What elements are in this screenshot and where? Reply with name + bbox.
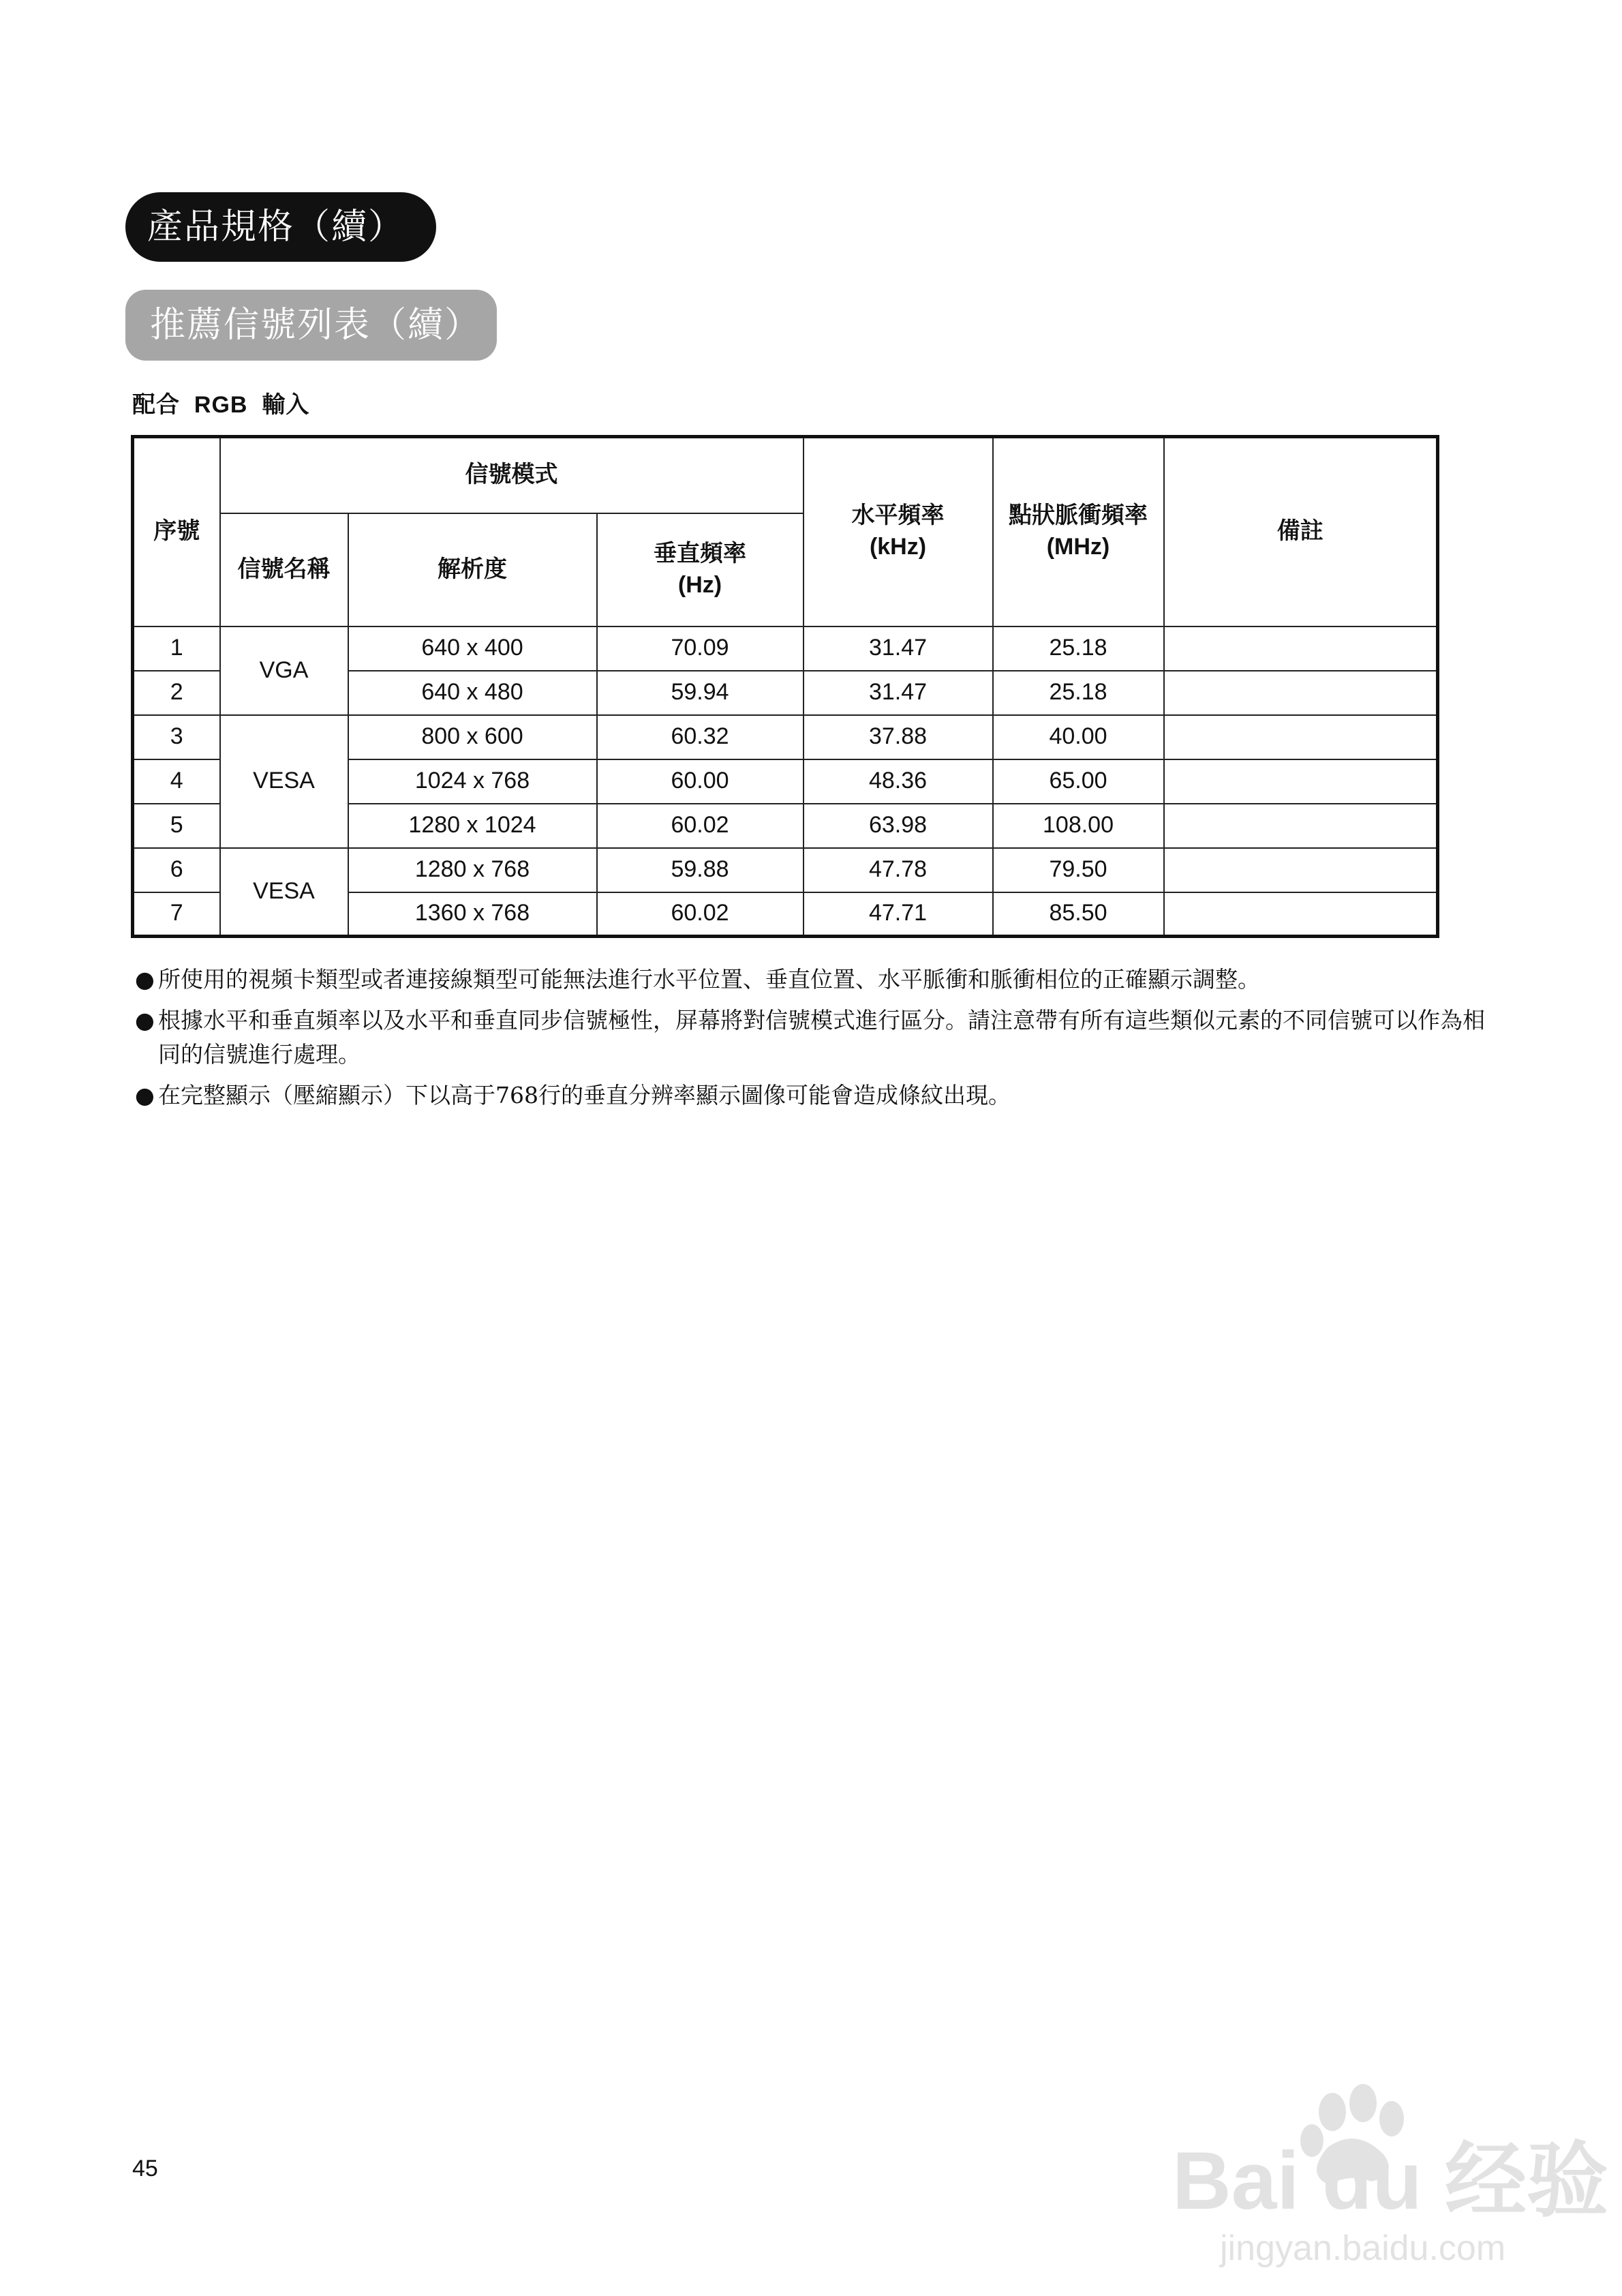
cell-no: 1 <box>133 626 220 671</box>
cell-vfreq: 59.94 <box>597 671 804 715</box>
cell-remark <box>1164 626 1438 671</box>
watermark-url: jingyan.baidu.com <box>1220 2229 1506 2268</box>
section-title: 產品規格（續） <box>125 192 436 262</box>
cell-hfreq: 37.88 <box>804 715 993 759</box>
cell-resolution: 640 x 400 <box>348 626 597 671</box>
cell-remark <box>1164 759 1438 804</box>
table-row <box>133 626 1438 671</box>
cell-hfreq: 48.36 <box>804 759 993 804</box>
cell-vfreq: 70.09 <box>597 626 804 671</box>
cell-hfreq: 47.71 <box>804 892 993 937</box>
cell-dot: 25.18 <box>993 671 1164 715</box>
cell-hfreq: 63.98 <box>804 804 993 848</box>
cell-no: 6 <box>133 848 220 892</box>
cell-no: 5 <box>133 804 220 848</box>
signal-table <box>131 435 1439 938</box>
header-name: 信號名稱 <box>220 513 348 626</box>
cell-no: 3 <box>133 715 220 759</box>
cell-group: VGA <box>220 626 348 715</box>
cell-dot: 65.00 <box>993 759 1164 804</box>
cell-resolution: 800 x 600 <box>348 715 597 759</box>
cell-vfreq: 60.02 <box>597 804 804 848</box>
cell-remark <box>1164 671 1438 715</box>
cell-dot: 85.50 <box>993 892 1164 937</box>
cell-vfreq: 60.32 <box>597 715 804 759</box>
cell-resolution: 1024 x 768 <box>348 759 597 804</box>
cell-vfreq: 59.88 <box>597 848 804 892</box>
note-item <box>135 963 1491 997</box>
cell-remark <box>1164 848 1438 892</box>
cell-dot: 79.50 <box>993 848 1164 892</box>
cell-vfreq: 60.02 <box>597 892 804 937</box>
cell-remark <box>1164 892 1438 937</box>
bullet-icon: ● <box>135 1007 155 1033</box>
page-number: 45 <box>132 2156 158 2181</box>
bullet-icon: ● <box>135 966 155 993</box>
cell-remark <box>1164 715 1438 759</box>
cell-resolution: 1280 x 768 <box>348 848 597 892</box>
cell-resolution: 1360 x 768 <box>348 892 597 937</box>
cell-dot: 108.00 <box>993 804 1164 848</box>
header-dot <box>993 437 1164 626</box>
cell-resolution: 640 x 480 <box>348 671 597 715</box>
note-text: 在完整顯示（壓縮顯示）下以高于768行的垂直分辨率顯示圖像可能會造成條紋出現。 <box>158 1082 1011 1108</box>
header-vfreq-label: 垂直頻率 <box>654 540 746 567</box>
header-hfreq-label: 水平頻率 <box>851 502 945 529</box>
cell-hfreq: 31.47 <box>804 626 993 671</box>
notes-list <box>135 963 1491 1119</box>
header-remarks: 備註 <box>1164 437 1438 626</box>
cell-no: 7 <box>133 892 220 937</box>
header-vfreq <box>597 513 804 626</box>
table-row <box>133 848 1438 892</box>
cell-hfreq: 31.47 <box>804 671 993 715</box>
cell-dot: 40.00 <box>993 715 1164 759</box>
header-dot-label: 點狀脈衝頻率 <box>1009 502 1148 529</box>
cell-group: VESA <box>220 848 348 937</box>
cell-no: 4 <box>133 759 220 804</box>
table-row <box>133 715 1438 759</box>
baidu-watermark-logo <box>1159 2072 1609 2270</box>
header-resolution: 解析度 <box>348 513 597 626</box>
table-caption: 配合 RGB 輸入 <box>132 392 310 418</box>
header-dot-unit: (MHz) <box>1046 534 1110 560</box>
header-hfreq <box>804 437 993 626</box>
header-hfreq-unit: (kHz) <box>869 534 927 560</box>
header-vfreq-unit: (Hz) <box>677 571 722 598</box>
cell-hfreq: 47.78 <box>804 848 993 892</box>
header-no: 序號 <box>133 437 220 626</box>
note-text: 所使用的視頻卡類型或者連接線類型可能無法進行水平位置、垂直位置、水平脈衝和脈衝相位的正確顯示調整。 <box>158 966 1260 993</box>
cell-dot: 25.18 <box>993 626 1164 671</box>
note-item <box>135 1078 1491 1113</box>
sub-title: 推薦信號列表（續） <box>125 290 497 361</box>
note-item <box>135 1003 1491 1072</box>
bullet-icon: ● <box>135 1082 155 1108</box>
cell-remark <box>1164 804 1438 848</box>
cell-no: 2 <box>133 671 220 715</box>
watermark-brand: Bai du 经验 <box>1172 2135 1609 2226</box>
cell-group: VESA <box>220 715 348 848</box>
header-mode: 信號模式 <box>220 437 804 513</box>
cell-resolution: 1280 x 1024 <box>348 804 597 848</box>
note-text: 根據水平和垂直頻率以及水平和垂直同步信號極性，屏幕將對信號模式進行區分。請注意帶有所有這些類似元素的不同信號可以作為相同的信號進行處理。 <box>158 1007 1485 1068</box>
cell-vfreq: 60.00 <box>597 759 804 804</box>
